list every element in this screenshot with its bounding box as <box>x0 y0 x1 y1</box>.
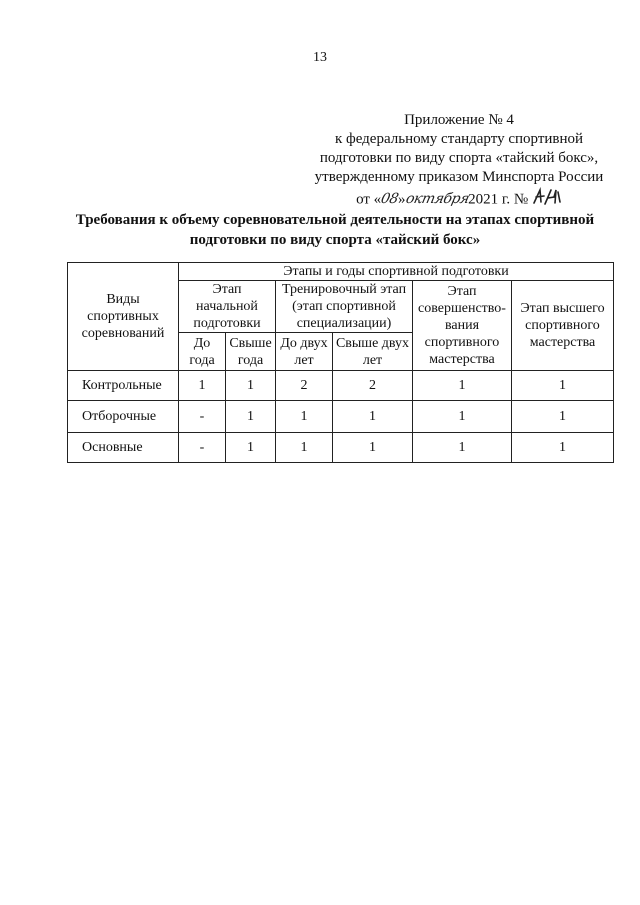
row-label: Контрольные <box>68 371 179 401</box>
stage-initial-header: Этап начальной подготовки <box>179 281 276 333</box>
appendix-line-4: утвержденному приказом Минспорта России <box>314 169 604 185</box>
title-line-2: подготовки по виду спорта «тайский бокс» <box>189 232 481 248</box>
group-header-cell: Этапы и годы спортивной подготовки <box>179 263 614 281</box>
table-cell: 1 <box>226 401 276 433</box>
table-row <box>68 433 614 463</box>
appendix-line-2: к федеральному стандарту спортивной <box>334 131 584 147</box>
table-cell: 1 <box>413 371 512 401</box>
table-cell: 1 <box>179 371 226 401</box>
stage-highest-header: Этап высшего спортивного мастерства <box>512 281 614 371</box>
stage-improvement-header: Этап совершенство-вания спортивного мастерства <box>413 281 512 371</box>
table-cell: 1 <box>333 401 413 433</box>
date-prefix: от « <box>356 191 382 208</box>
row-label: Отборочные <box>68 401 179 433</box>
appendix-title: Приложение № 4 <box>404 112 514 128</box>
header-row-1 <box>68 263 614 281</box>
table-cell: 1 <box>413 401 512 433</box>
table-cell: - <box>179 401 226 433</box>
table-cell: 1 <box>226 371 276 401</box>
document-title <box>40 210 630 250</box>
appendix-header <box>296 111 622 213</box>
table-cell: 1 <box>333 433 413 463</box>
table-cell: 2 <box>333 371 413 401</box>
table-cell: - <box>179 433 226 463</box>
sub-header-training-2: Свыше двух лет <box>333 333 413 371</box>
requirements-table-wrap <box>67 262 614 463</box>
requirements-table <box>67 262 614 463</box>
page-number: 13 <box>313 50 327 65</box>
table-cell: 2 <box>276 371 333 401</box>
sub-header-training-1: До двух лет <box>276 333 333 371</box>
table-cell: 1 <box>276 401 333 433</box>
handwritten-month: октября <box>403 191 470 208</box>
table-cell: 1 <box>276 433 333 463</box>
row-label: Основные <box>68 433 179 463</box>
date-mid: » <box>398 191 406 208</box>
table-cell: 1 <box>512 433 614 463</box>
title-line-1: Требования к объему соревновательной деятельности на этапах спортивной <box>75 212 595 228</box>
table-cell: 1 <box>512 371 614 401</box>
sub-header-initial-1: До года <box>179 333 226 371</box>
table-cell: 1 <box>226 433 276 463</box>
sub-header-initial-2: Свыше года <box>226 333 276 371</box>
table-cell: 1 <box>413 433 512 463</box>
table-cell: 1 <box>512 401 614 433</box>
date-year: 2021 г. № <box>468 191 529 208</box>
table-row <box>68 401 614 433</box>
appendix-line-3: подготовки по виду спорта «тайский бокс», <box>319 150 599 166</box>
row-header-cell: Виды спортивных соревнований <box>68 263 179 371</box>
handwritten-day: 08 <box>379 191 400 208</box>
stage-training-header: Тренировочный этап (этап спортивной специализации) <box>276 281 413 333</box>
table-row <box>68 371 614 401</box>
